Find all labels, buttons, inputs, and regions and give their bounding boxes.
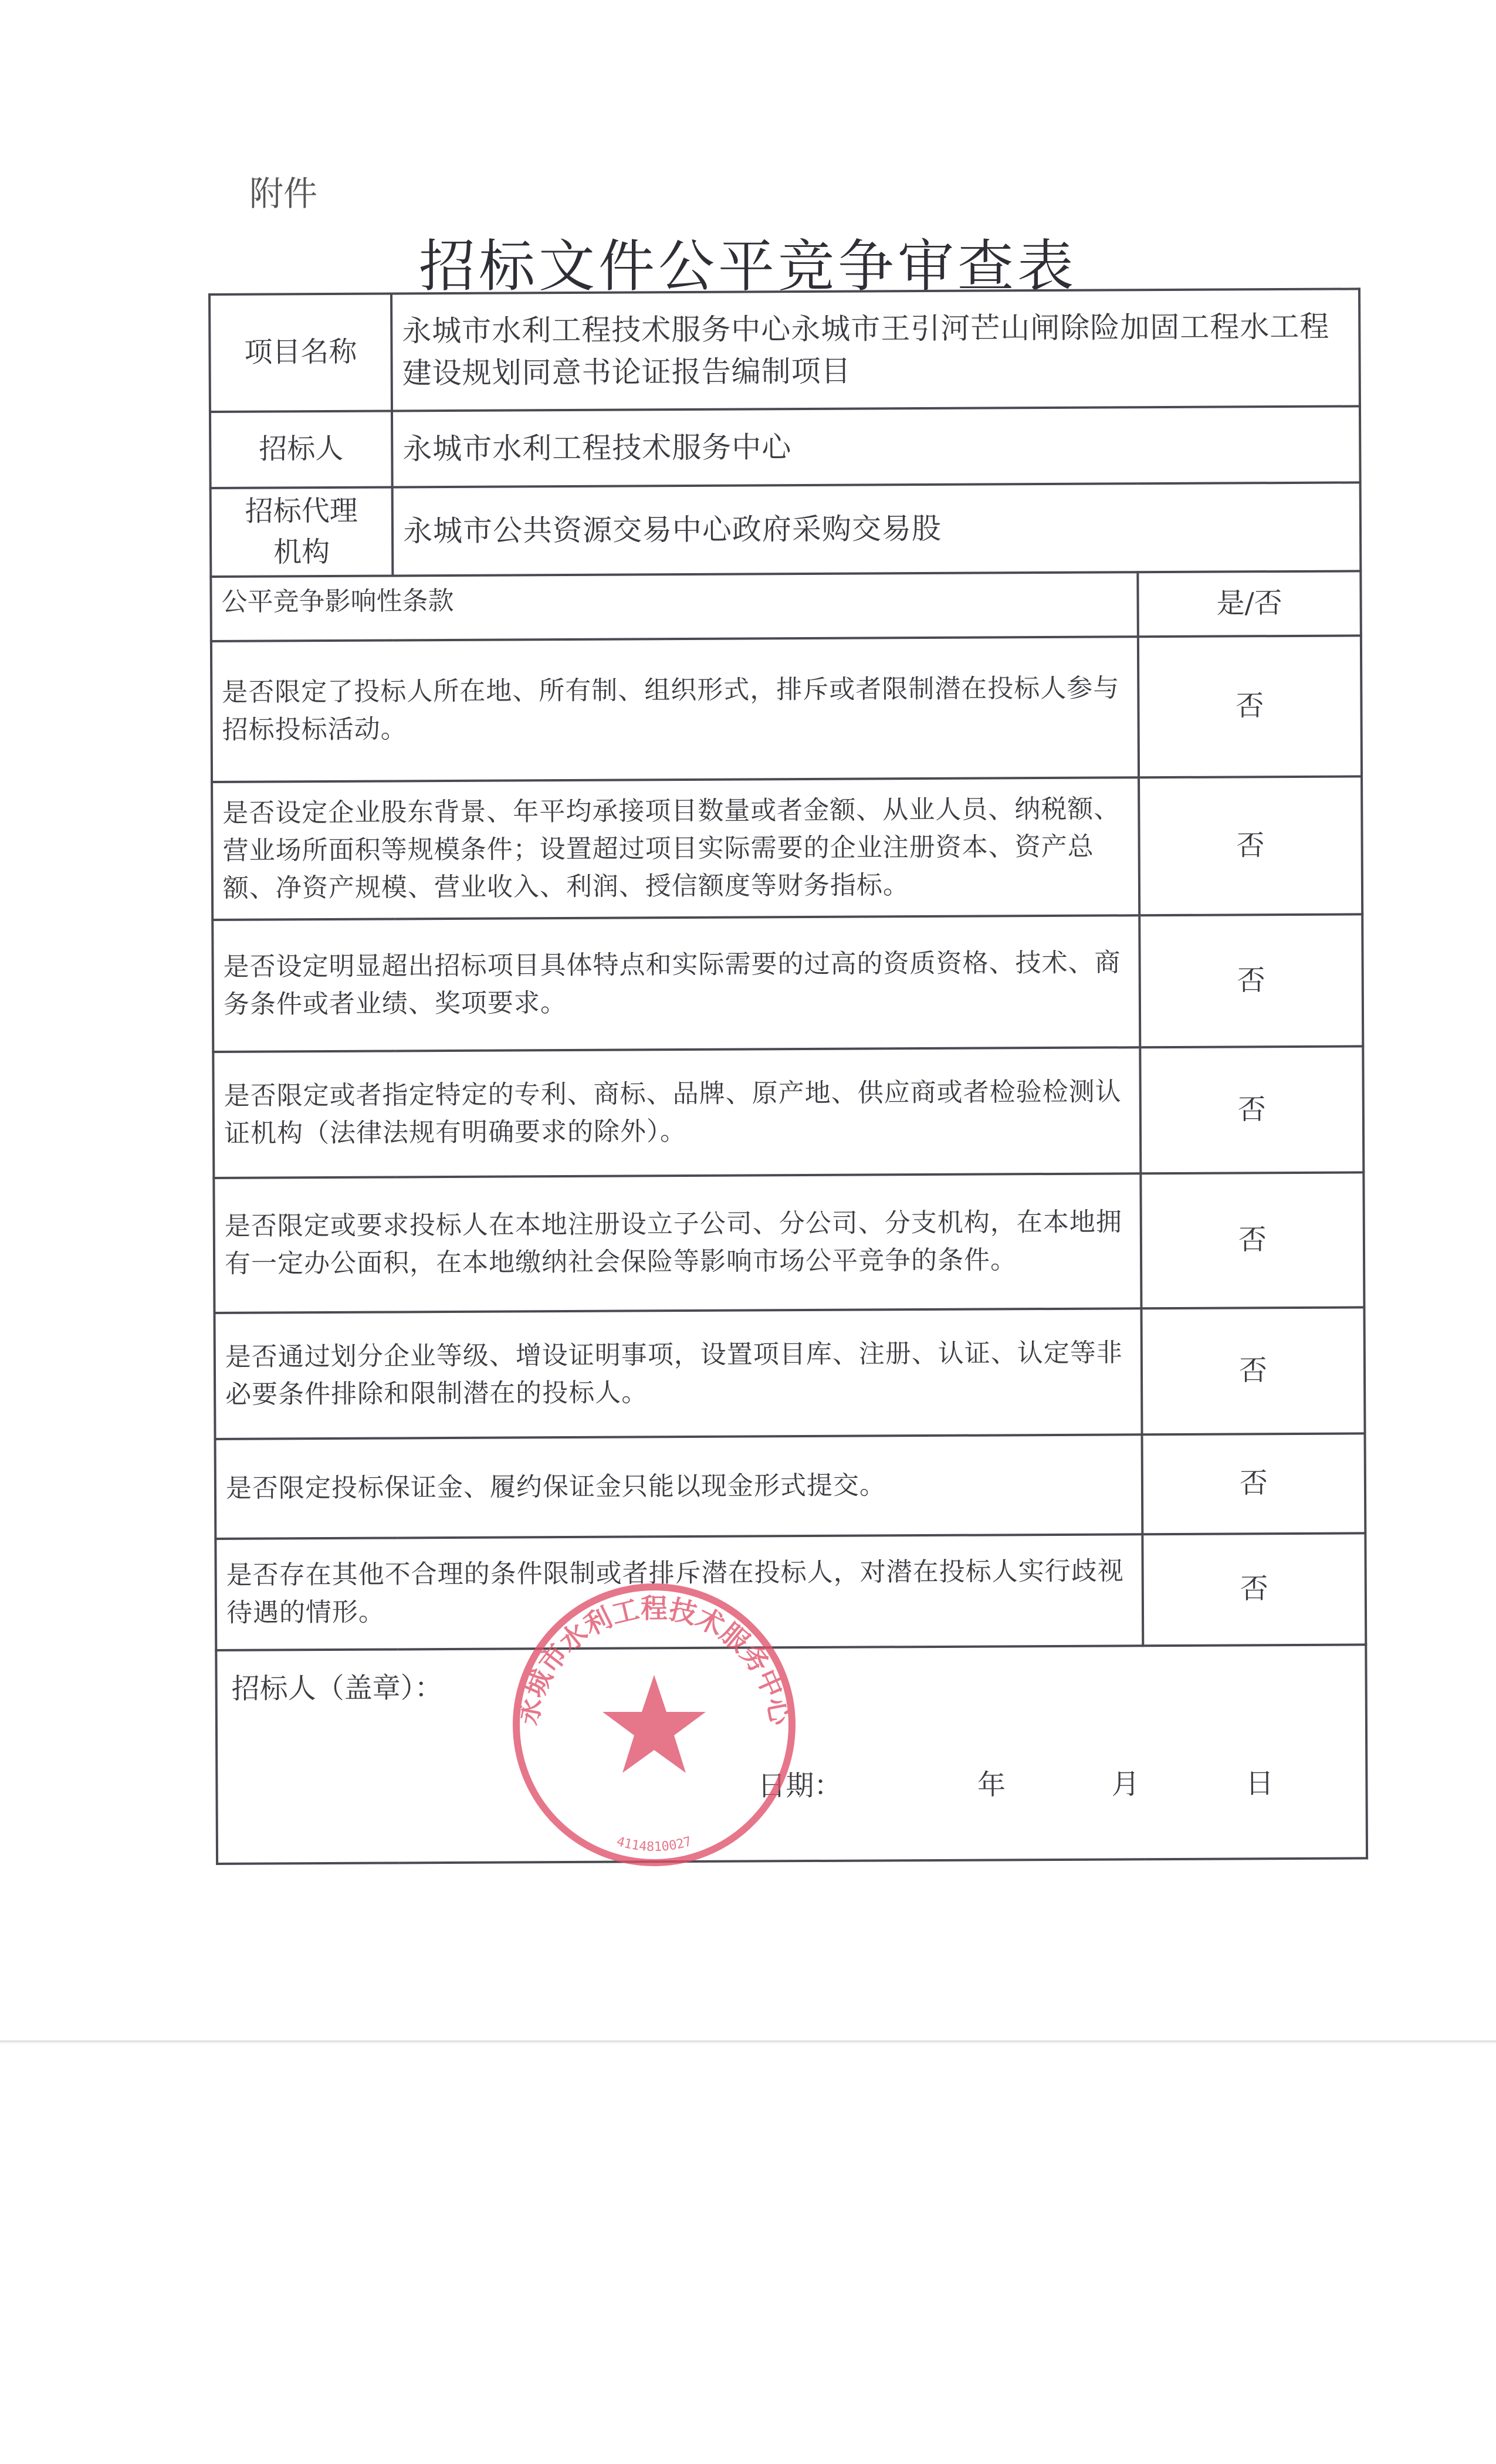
clause-answer: 否 [1139, 915, 1363, 1048]
tenderer-row [210, 406, 1360, 488]
date-line [757, 1764, 1274, 1807]
clause-answer: 否 [1142, 1534, 1366, 1646]
clause-text: 是否设定企业股东背景、年平均承接项目数量或者金额、从业人员、纳税额、营业场所面积等规模条件；设置超过项目实际需要的企业注册资本、资产总额、净资产规模、营业收入、利润、授信额度等财务指标。 [212, 777, 1139, 920]
signature-cell [216, 1645, 1367, 1864]
appendix-label: 附件 [249, 174, 318, 214]
review-table [208, 287, 1368, 1865]
clause-text: 是否存在其他不合理的条件限制或者排斥潜在投标人，对潜在投标人实行歧视待遇的情形。 [215, 1534, 1143, 1650]
clauses-header-row [211, 571, 1361, 642]
clause-text: 是否设定明显超出招标项目具体特点和实际需要的过高的资质资格、技术、商务条件或者业绩、奖项要求。 [212, 915, 1140, 1052]
project-name-label: 项目名称 [209, 293, 392, 412]
clause-row [214, 1308, 1365, 1440]
scan-page-edge [0, 2040, 1496, 2044]
clause-row [211, 636, 1362, 783]
clause-text: 是否限定或者指定特定的专利、商标、品牌、原产地、供应商或者检验检测认证机构（法律法规有明确要求的除外）。 [213, 1047, 1140, 1178]
seal-code: 4114810027 [615, 1834, 693, 1855]
project-name-value: 永城市水利工程技术服务中心永城市王引河芒山闸除险加固工程水工程建设规划同意书论证报告编制项目 [391, 289, 1360, 411]
clause-row [213, 1047, 1363, 1179]
clause-row [215, 1534, 1366, 1651]
clause-text: 是否限定了投标人所在地、所有制、组织形式，排斥或者限制潜在投标人参与招标投标活动。 [211, 637, 1139, 782]
agency-row [211, 482, 1361, 577]
clause-answer: 否 [1140, 1173, 1364, 1309]
clauses-header-title: 公平竞争影响性条款 [211, 572, 1138, 641]
signature-label: 招标人（盖章）： [231, 1671, 443, 1706]
tenderer-value: 永城市水利工程技术服务中心 [392, 406, 1360, 487]
clause-answer: 否 [1138, 636, 1362, 778]
clauses-header-yesno: 是/否 [1138, 571, 1361, 637]
clause-text: 是否限定或要求投标人在本地注册设立子公司、分公司、分支机构，在本地拥有一定办公面积，在本地缴纳社会保险等影响市场公平竞争的条件。 [214, 1173, 1141, 1313]
date-day: 日 [1245, 1767, 1274, 1800]
clause-text: 是否通过划分企业等级、增设证明事项，设置项目库、注册、认证、认定等非必要条件排除和限制潜在的投标人。 [214, 1308, 1142, 1439]
date-month: 月 [1111, 1768, 1140, 1801]
clause-answer: 否 [1140, 1047, 1363, 1174]
signature-row [216, 1645, 1367, 1864]
clause-answer: 否 [1139, 777, 1362, 916]
clause-text: 是否限定投标保证金、履约保证金只能以现金形式提交。 [215, 1434, 1143, 1539]
date-year: 年 [977, 1768, 1006, 1802]
agency-value: 永城市公共资源交易中心政府采购交易股 [392, 482, 1361, 576]
clause-answer: 否 [1141, 1308, 1365, 1435]
agency-label: 招标代理机构 [211, 487, 393, 577]
date-label: 日期： [757, 1769, 842, 1803]
clause-row [214, 1173, 1364, 1314]
clause-row [215, 1434, 1366, 1539]
clause-row [212, 915, 1363, 1052]
tenderer-label: 招标人 [210, 411, 392, 488]
document-title: 招标文件公平竞争审查表 [419, 233, 1077, 299]
review-form [208, 287, 1366, 1857]
clause-row [212, 777, 1362, 920]
project-row [209, 289, 1360, 412]
seal-text: 永城市水利工程技术服务中心 [512, 1592, 797, 1728]
clause-answer: 否 [1142, 1434, 1366, 1535]
